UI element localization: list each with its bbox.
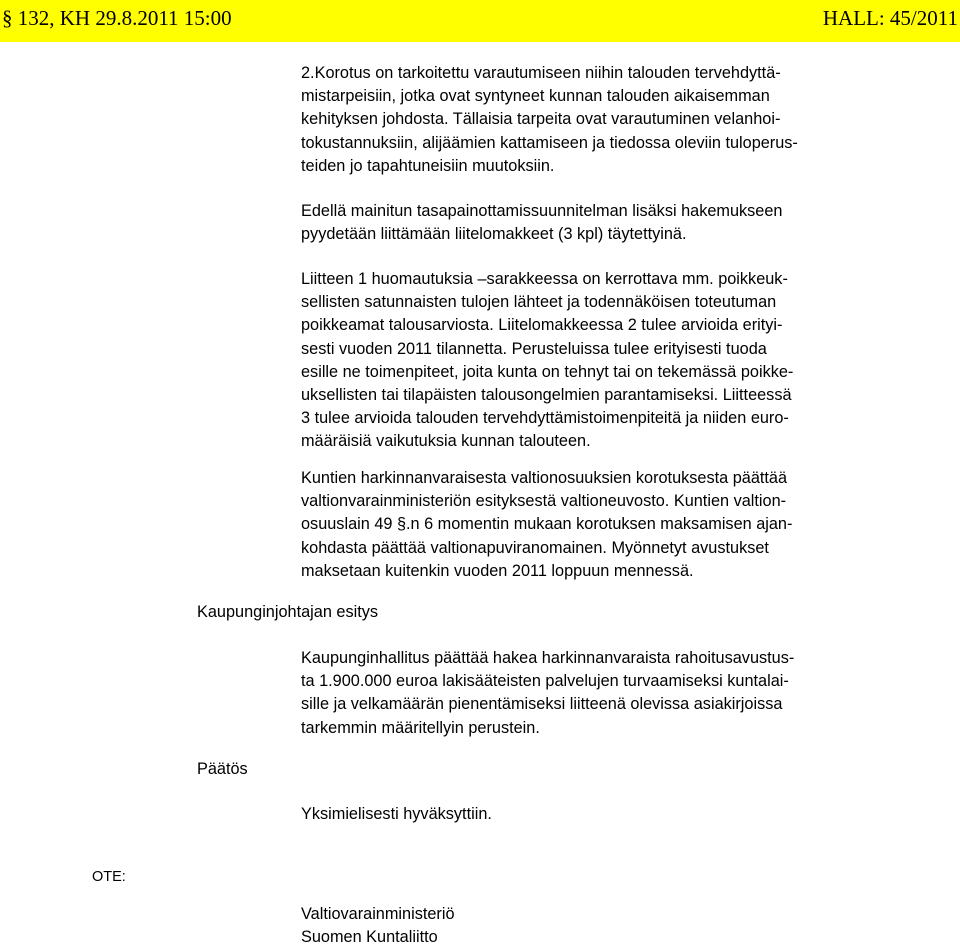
paragraph-decision-authority: Kuntien harkinnanvaraisesta valtionosuuksien korotuksesta päättää valtionvarainministeriön esityksestä valtioneuvosto. Kuntien valtion- osuuslain 49 §.n 6 momentin mukaan korotuksen maksamisen ajan- kohdasta päättää valtionapuviranomainen. Myönnetyt avustukset maksetaan kuitenkin vuoden 2011 loppuun mennessä.	[301, 469, 793, 580]
page-header	[0, 0, 960, 42]
section-reference: § 132, KH 29.8.2011 15:00	[2, 6, 232, 30]
paragraph-increase-purpose: 2.Korotus on tarkoitettu varautumiseen niihin talouden tervehdyttä- mistarpeisiin, jotka ovat syntyneet kunnan talouden aikaisemman kehityksen johdosta. Tällaisia tarpeita ovat varautuminen velanhoi- tokustannuksiin, alijäämien kattamiseen ja tiedossa oleviin tuloperus- teiden jo tapahtuneisiin muutoksiin.	[301, 64, 798, 175]
paragraph-attachments: Edellä mainitun tasapainottamissuunnitelman lisäksi hakemukseen pyydetään liittämään liitelomakkeet (3 kpl) täytettyinä.	[301, 202, 783, 244]
recipient-item: Valtiovarainministeriö	[301, 905, 455, 923]
paragraph-attachment-notes: Liitteen 1 huomautuksia –sarakkeessa on kerrottava mm. poikkeuk- sellisten satunnaisten tulojen lähteet ja todennäköisen toteutuman poikkeamat talousarviosta. Liitelomakkeessa 2 tulee arvioida erityi- sesti vuoden 2011 tilannetta. Perusteluissa tulee erityisesti tuoda esille ne toimenpiteet, joita kunta on tehnyt tai on tekemässä poikke- uksellisten tai tilapäisten talousongelmien parantamiseksi. Liitteessä 3 tulee arvioida talouden tervehdyttämistoimenpiteitä ja niiden euro- määräisiä vaikutuksia kunnan talouteen.	[301, 270, 794, 451]
recipient-item: Suomen Kuntaliitto	[301, 928, 438, 946]
decision-text: Yksimielisesti hyväksyttiin.	[301, 805, 492, 823]
extract-label: OTE:	[92, 869, 126, 885]
document-reference: HALL: 45/2011	[822, 6, 958, 30]
decision-label: Päätös	[197, 760, 248, 778]
proposal-text: Kaupunginhallitus päättää hakea harkinnanvaraista rahoitusavustus- ta 1.900.000 euroa lakisääteisten palvelujen turvaamiseksi kuntalai- sille ja velkamäärän pienentämiseksi liitteenä olevissa asiakirjoissa tarkemmin määritellyin perustein.	[301, 649, 795, 737]
proposal-label: Kaupunginjohtajan esitys	[197, 603, 379, 621]
